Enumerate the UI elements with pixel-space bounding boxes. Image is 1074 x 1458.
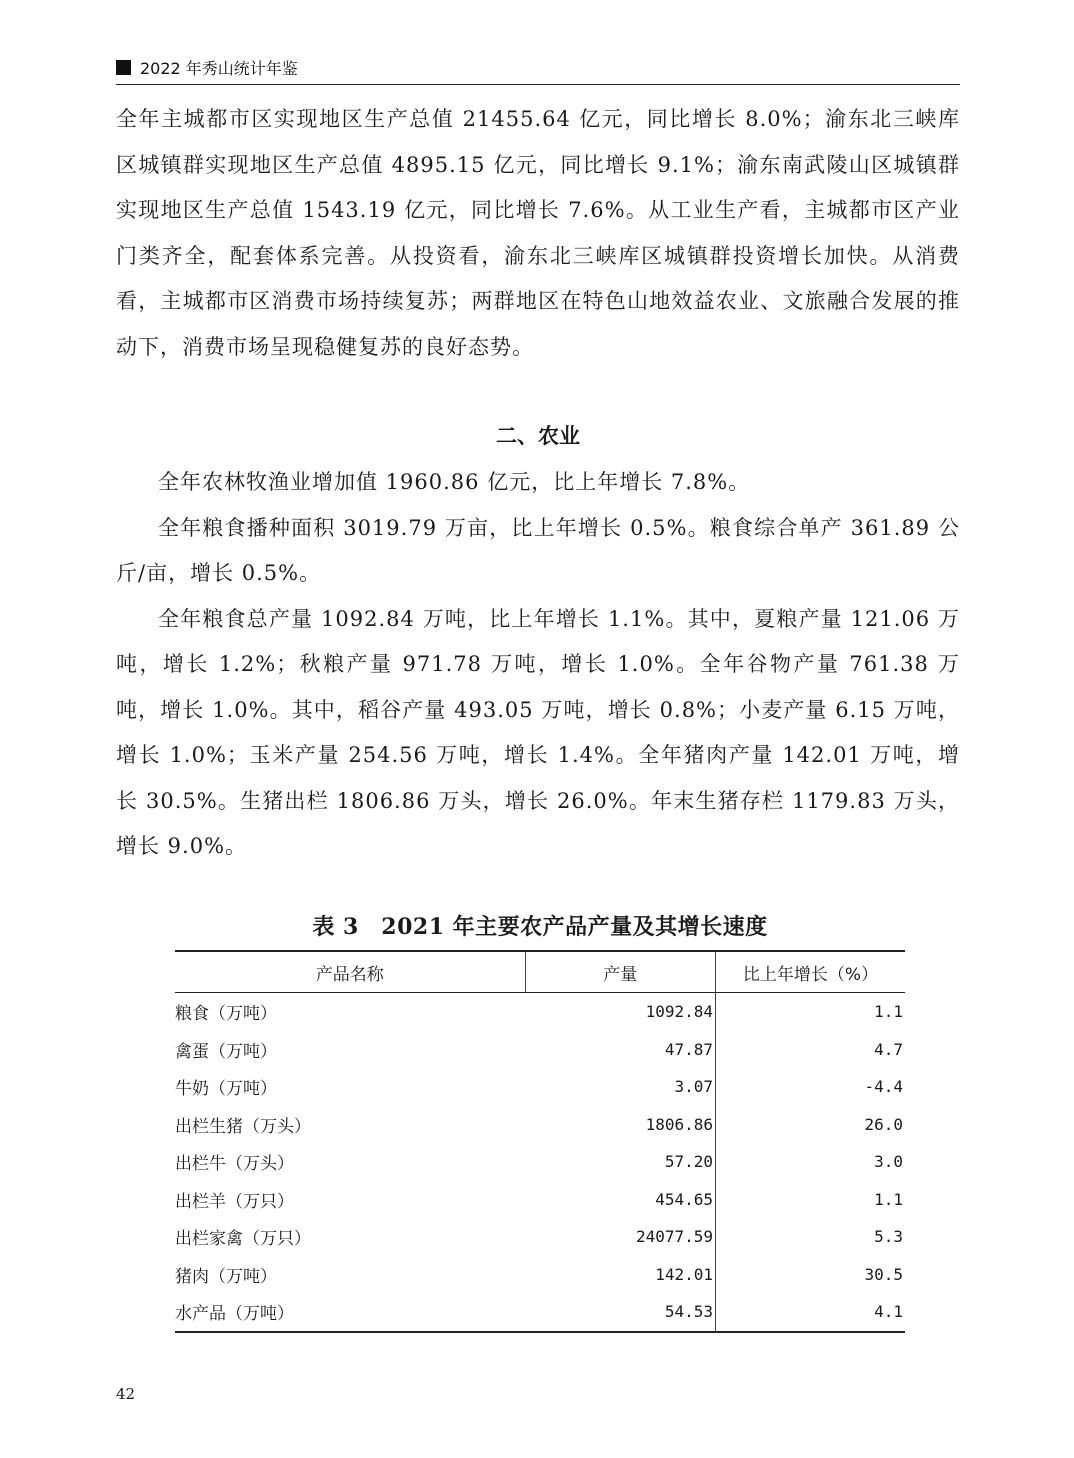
cell-growth: 1.1 — [874, 1189, 903, 1209]
cell-growth: 1.1 — [874, 1002, 903, 1022]
intro-paragraph: 全年主城都市区实现地区生产总值 21455.64 亿元，同比增长 8.0%；渝东北三峡库区城镇群实现地区生产总值 4895.15 亿元，同比增长 9.1%；渝东南武陵山区城镇群实现地区生产总值 1543.19 亿元，同比增长 7.6%。从工业生产看，主城都市区产业门类齐全，配套体系完善。从投资看，渝东北三峡库区城镇群投资增长加快。从消费看，主城都市区消费市场持续复苏；两群地区在特色山地效益农业、文旅融合发展的推动下，消费市场呈现稳健复苏的良好态势。 — [116, 107, 960, 359]
table-row — [175, 993, 905, 1031]
agri-paragraph: 全年农林牧渔业增加值 1960.86 亿元，比上年增长 7.8%。 — [158, 470, 751, 494]
table-row — [175, 1068, 905, 1106]
cell-growth: 3.0 — [874, 1152, 903, 1172]
cell-growth: 30.5 — [864, 1264, 903, 1284]
cell-output: 54.53 — [525, 1293, 716, 1332]
cell-product-name: 出栏家禽（万只） — [175, 1229, 311, 1250]
cell-output: 57.20 — [525, 1143, 716, 1181]
section-title: 二、农业 — [496, 424, 580, 448]
cell-output: 1806.86 — [525, 1106, 716, 1144]
table-row — [175, 1256, 905, 1294]
cell-growth: 4.1 — [874, 1302, 903, 1322]
cell-product-name: 猪肉（万吨） — [175, 1266, 277, 1287]
table-row — [175, 1218, 905, 1256]
cell-product-name: 出栏生猪（万头） — [175, 1116, 311, 1137]
cell-product-name: 出栏羊（万只） — [175, 1191, 294, 1212]
header-product-name: 产品名称 — [175, 951, 525, 993]
table-row — [175, 1293, 905, 1332]
cell-output: 3.07 — [525, 1068, 716, 1106]
cell-output: 24077.59 — [525, 1218, 716, 1256]
agri-products-table — [175, 950, 905, 1333]
cell-product-name: 粮食（万吨） — [175, 1004, 277, 1025]
running-header — [116, 54, 960, 85]
header-growth: 比上年增长（%） — [716, 951, 906, 993]
table-row — [175, 1181, 905, 1219]
cell-growth: -4.4 — [864, 1077, 903, 1097]
cell-product-name: 牛奶（万吨） — [175, 1079, 277, 1100]
table-caption: 表 3 2021 年主要农产品产量及其增长速度 — [312, 914, 768, 940]
intro-paragraph-block — [116, 97, 960, 370]
table-row — [175, 1143, 905, 1181]
cell-output: 142.01 — [525, 1256, 716, 1294]
table-row — [175, 1106, 905, 1144]
header-output: 产量 — [525, 951, 716, 993]
cell-output: 454.65 — [525, 1181, 716, 1219]
table-row — [175, 1031, 905, 1069]
cell-growth: 4.7 — [874, 1039, 903, 1059]
cell-output: 47.87 — [525, 1031, 716, 1069]
table-header-row — [175, 951, 905, 993]
agri-paragraph: 全年粮食播种面积 3019.79 万亩，比上年增长 0.5%。粮食综合单产 361.89 公斤/亩，增长 0.5%。 — [116, 515, 960, 585]
cell-product-name: 出栏牛（万头） — [175, 1154, 294, 1175]
agri-paragraph: 全年粮食总产量 1092.84 万吨，比上年增长 1.1%。其中，夏粮产量 121.06 万吨，增长 1.2%；秋粮产量 971.78 万吨，增长 1.0%。全年谷物产量 761.38 万吨，增长 1.0%。其中，稻谷产量 493.05 万吨，增长 0.8%；小麦产量 6.15 万吨，增长 1.0%；玉米产量 254.56 万吨，增长 1.4%。全年猪肉产量 142.01 万吨，增长 30.5%。生猪出栏 1806.86 万头，增长 26.0%。年末生猪存栏 1179.83 万头，增长 9.0%。 — [116, 606, 960, 858]
page-number: 42 — [116, 1385, 136, 1403]
agriculture-text-block — [116, 460, 960, 870]
header-square-icon — [116, 60, 131, 75]
cell-growth: 26.0 — [864, 1114, 903, 1134]
cell-product-name: 水产品（万吨） — [175, 1304, 294, 1325]
header-title: 2022 年秀山统计年鉴 — [140, 59, 298, 78]
cell-product-name: 禽蛋（万吨） — [175, 1041, 277, 1062]
cell-output: 1092.84 — [525, 993, 716, 1031]
cell-growth: 5.3 — [874, 1227, 903, 1247]
